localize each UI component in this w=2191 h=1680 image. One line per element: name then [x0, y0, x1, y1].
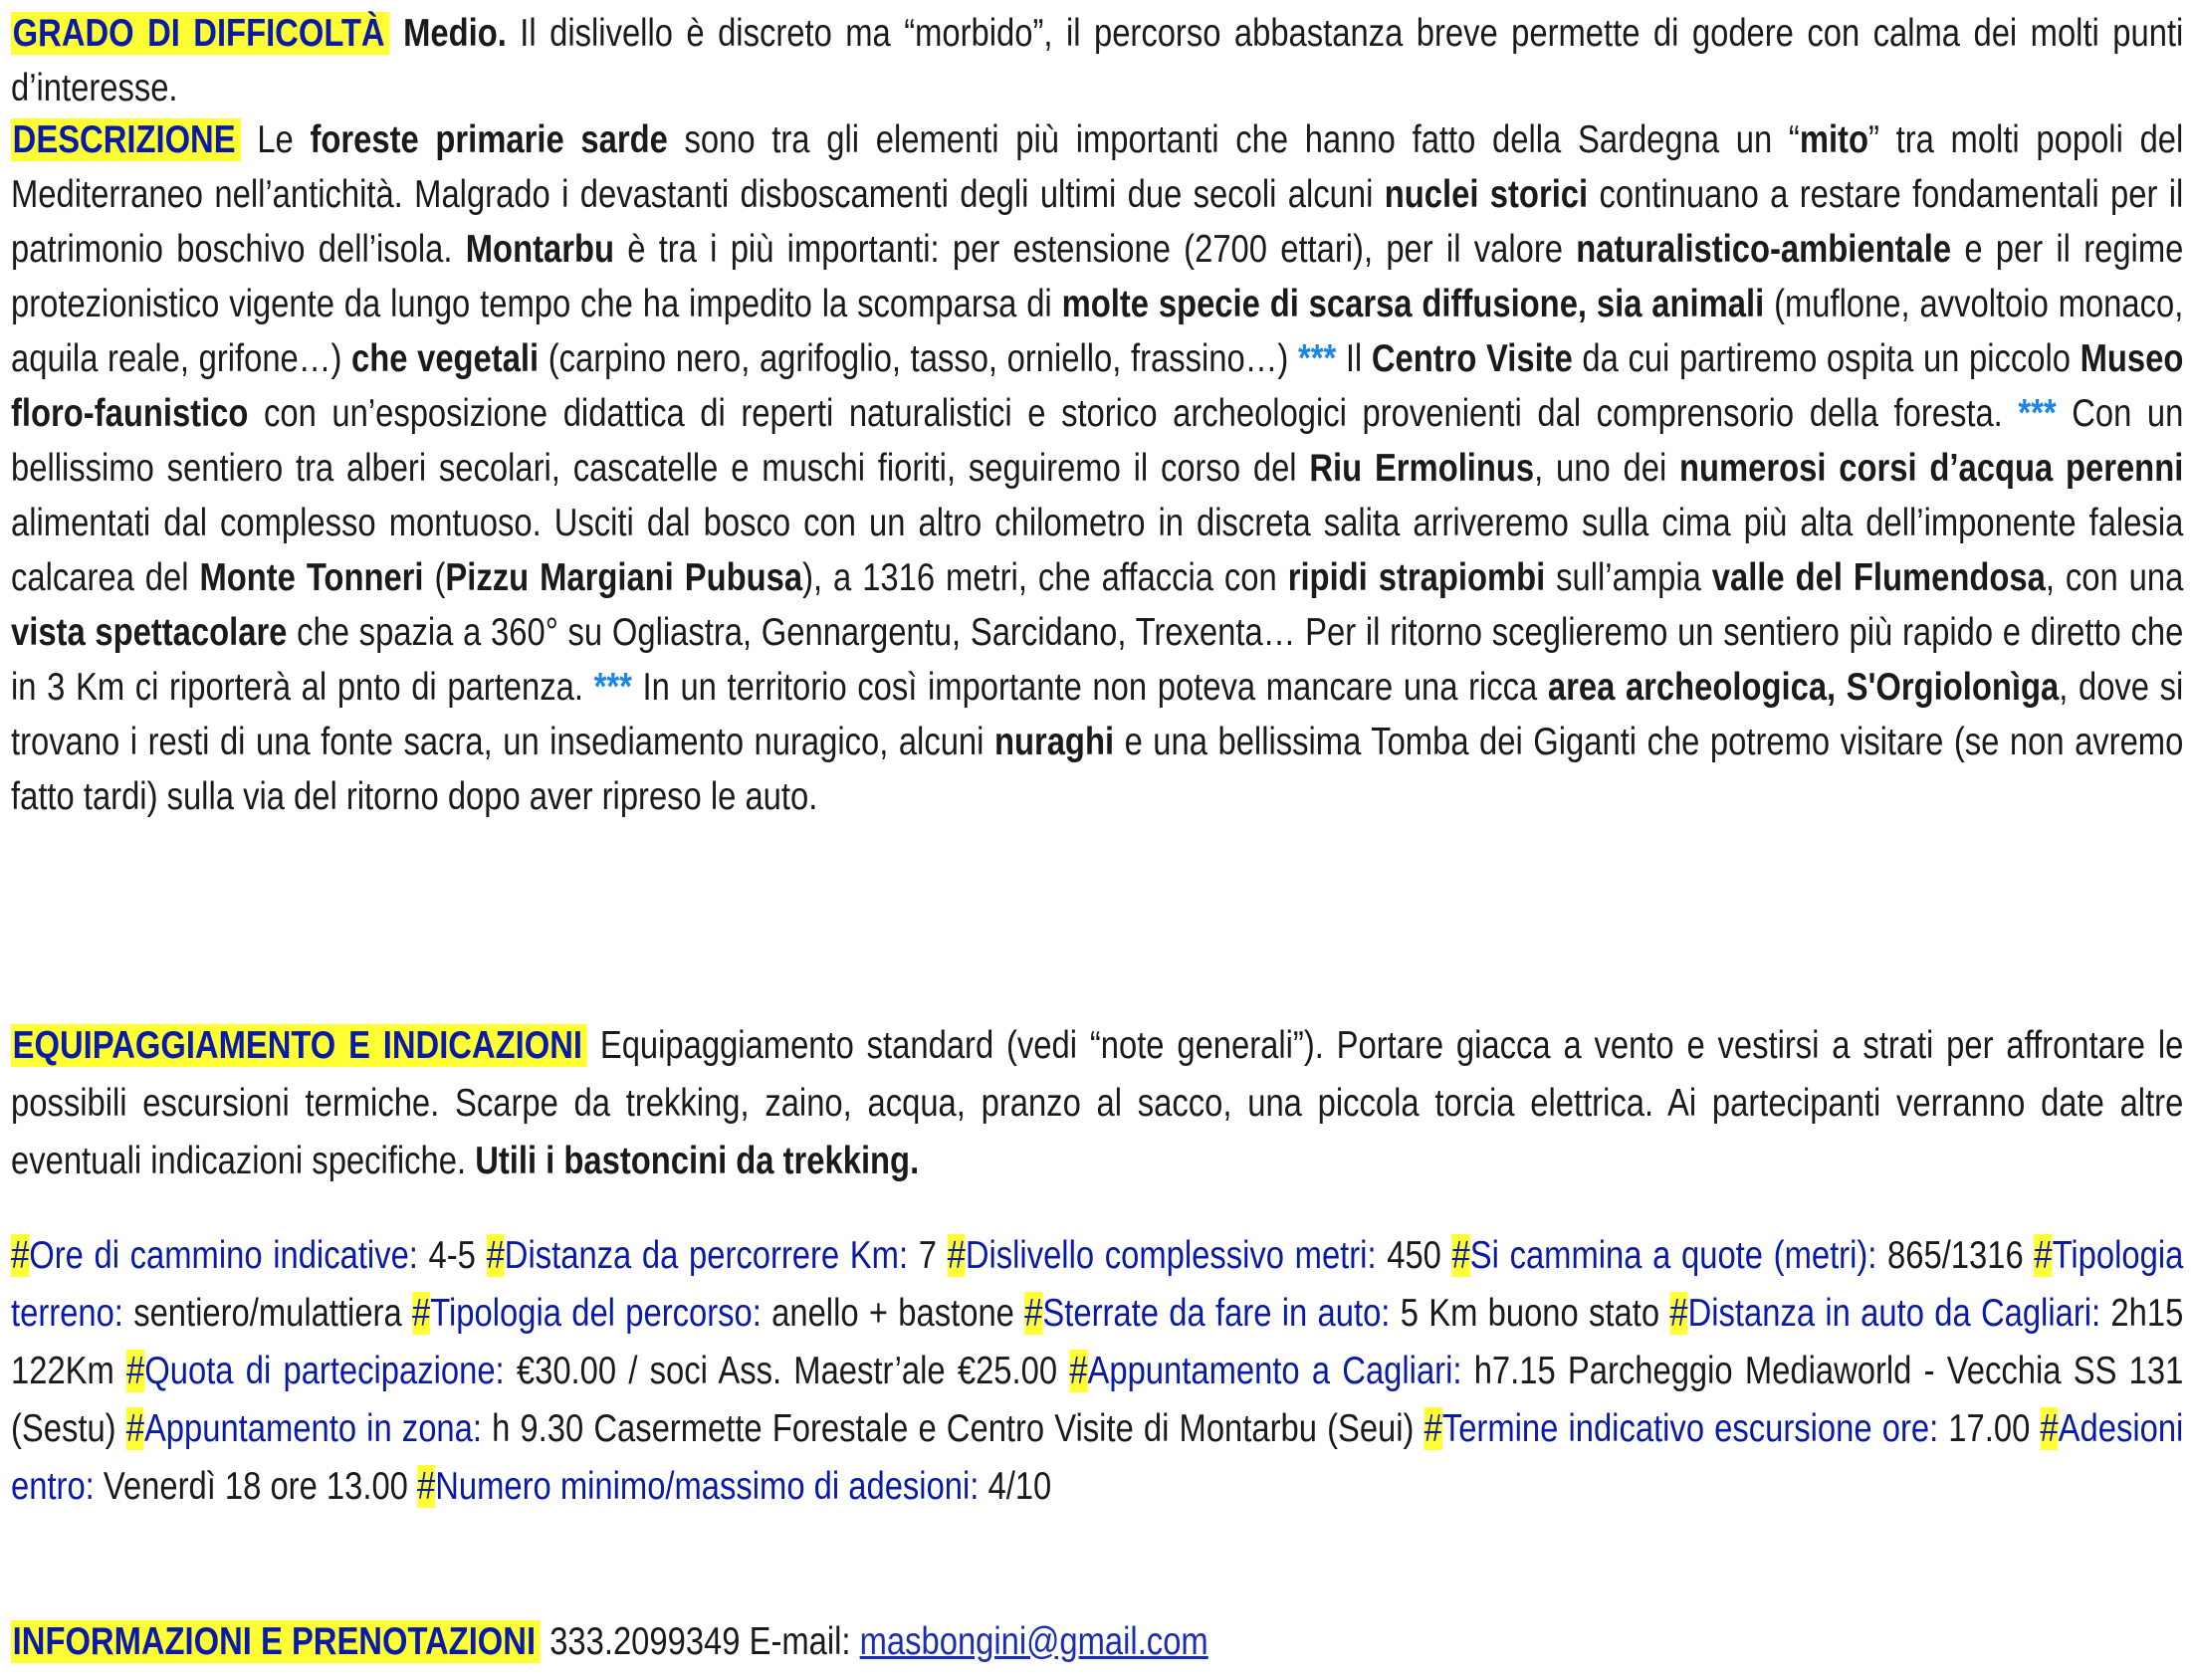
description-bold: Pizzu Margiani Pubusa: [445, 556, 803, 599]
hash-marker: #: [2040, 1407, 2059, 1450]
detail-label: Adesioni entro:: [11, 1407, 2184, 1508]
equipment-section: [11, 1017, 2183, 1190]
description-bold: Riu Ermolinus: [1309, 447, 1535, 490]
difficulty-level: Medio.: [403, 12, 507, 55]
detail-label: Tipologia del percorso:: [430, 1292, 762, 1335]
separator-stars: ***: [1297, 337, 1337, 380]
detail-value: 450: [1376, 1234, 1452, 1277]
detail-label: Sterrate da fare in auto:: [1042, 1292, 1391, 1335]
description-bold: Montarbu: [465, 228, 614, 271]
difficulty-section: [11, 6, 2183, 115]
description-bold: Monte Tonneri: [199, 556, 424, 599]
description-bold: nuraghi: [993, 721, 1115, 763]
detail-value: 4-5: [417, 1234, 487, 1277]
description-bold: foreste primarie sarde: [310, 118, 668, 161]
hash-marker: #: [486, 1234, 505, 1277]
description-text: Il: [1336, 337, 1372, 380]
description-text: (carpino nero, agrifoglio, tasso, orniello, frassino…): [539, 337, 1298, 380]
equipment-text: Equipaggiamento standard (vedi “note generali”). Portare giacca a vento e vestirsi a strati per affrontare le possibili escursioni termiche. Scarpe da trekking, zaino, acqua, pranzo al sacco, una piccola torcia elettrica. Ai partecipanti verranno date altre eventuali indicazioni specifiche.: [11, 1024, 2184, 1182]
description-section: [11, 112, 2183, 824]
detail-value: h 9.30 Casermette Forestale e Centro Visite di Montarbu (Seui): [481, 1407, 1424, 1450]
email-link[interactable]: masbongini@gmail.com: [859, 1620, 1208, 1663]
detail-label: Distanza da percorrere Km:: [504, 1234, 909, 1277]
description-text: , con una: [2045, 556, 2184, 599]
description-bold: ripidi strapiombi: [1287, 556, 1546, 599]
hash-marker: #: [1669, 1292, 1688, 1335]
description-text: alimentati dal complesso montuoso. Usciti dal bosco con un altro chilometro in discreta salita arriveremo sulla cima più alta dell’imponente falesia calcarea del: [11, 502, 2184, 599]
detail-value: 7: [908, 1234, 948, 1277]
detail-value: 4/10: [979, 1465, 1052, 1508]
description-text: è tra i più importanti: per estensione (2700 ettari), per il valore: [613, 228, 1577, 271]
detail-label: Si cammina a quote (metri):: [1469, 1234, 1877, 1277]
description-bold: mito: [1799, 118, 1868, 161]
description-text: In un territorio così importante non poteva mancare una ricca: [631, 666, 1548, 709]
detail-value: Venerdì 18 ore 13.00: [94, 1465, 417, 1508]
hash-marker: #: [1424, 1407, 1442, 1450]
detail-value: anello + bastone: [761, 1292, 1025, 1335]
details-section: [11, 1227, 2183, 1516]
hash-marker: #: [1024, 1292, 1043, 1335]
description-bold: Museo floro-faunistico: [11, 337, 2184, 435]
description-text: Le: [240, 118, 311, 161]
detail-label: Distanza in auto da Cagliari:: [1687, 1292, 2101, 1335]
detail-label: Dislivello complessivo metri:: [965, 1234, 1377, 1277]
description-text: , uno dei: [1534, 447, 1680, 490]
info-section: [11, 1614, 2183, 1669]
description-text: (muflone, avvoltoio monaco, aquila reale, grifone…): [11, 283, 2184, 380]
description-text: che spazia a 360° su Ogliastra, Gennargentu, Sarcidano, Trexenta… Per il ritorno sceglieremo un sentiero più rapido e diretto che in 3 Km ci riporterà al pnto di partenza.: [11, 611, 2184, 709]
hash-marker: #: [411, 1292, 431, 1335]
difficulty-heading: GRADO DI DIFFICOLTÀ: [11, 12, 390, 55]
detail-value: 17.00: [1938, 1407, 2041, 1450]
description-bold: vista spettacolare: [11, 611, 288, 654]
detail-label: Quota di partecipazione:: [144, 1350, 505, 1392]
description-bold: che vegetali: [351, 337, 540, 380]
description-text: ), a 1316 metri, che affaccia con: [802, 556, 1288, 599]
description-text: continuano a restare fondamentali per il patrimonio boschivo dell’isola.: [11, 173, 2184, 271]
description-bold: Centro Visite: [1371, 337, 1573, 380]
detail-label: Ore di cammino indicative:: [29, 1234, 418, 1277]
description-text: sull’ampia: [1545, 556, 1712, 599]
detail-label: Tipologia terreno:: [11, 1234, 2184, 1335]
description-bold: numerosi corsi d’acqua perenni: [1679, 447, 2184, 490]
description-bold: naturalistico-ambientale: [1576, 228, 1952, 271]
detail-value: 5 Km buono stato: [1390, 1292, 1670, 1335]
description-text: , dove si trovano i resti di una fonte sacra, un insediamento nuragico, alcuni: [11, 666, 2184, 763]
separator-stars: ***: [593, 666, 632, 709]
hash-marker: #: [125, 1407, 144, 1450]
equipment-bold: Utili i bastoncini da trekking.: [475, 1140, 920, 1182]
hash-marker: #: [1451, 1234, 1470, 1277]
equipment-heading: EQUIPAGGIAMENTO E INDICAZIONI: [11, 1024, 587, 1067]
info-phone: 333.2099349 E-mail:: [541, 1620, 860, 1663]
hash-marker: #: [126, 1350, 145, 1392]
description-bold: nuclei storici: [1384, 173, 1589, 216]
description-bold: valle del Flumendosa: [1711, 556, 2046, 599]
hash-marker: #: [947, 1234, 966, 1277]
detail-value: h7.15 Parcheggio Mediaworld - Vecchia SS 131 (Sestu): [11, 1350, 2184, 1450]
description-text: da cui partiremo ospita un piccolo: [1572, 337, 2081, 380]
hash-marker: #: [2034, 1234, 2053, 1277]
detail-value: 865/1316: [1876, 1234, 2035, 1277]
description-text: ” tra molti popoli del Mediterraneo nell’antichità. Malgrado i devastanti disboscamenti degli ultimi due secoli alcuni: [11, 118, 2184, 216]
difficulty-text: Il dislivello è discreto ma “morbido”, il percorso abbastanza breve permette di godere con calma dei molti punti d’interesse.: [11, 12, 2184, 109]
description-text: (: [423, 556, 446, 599]
description-heading: DESCRIZIONE: [11, 118, 241, 161]
description-text: e una bellissima Tomba dei Giganti che potremo visitare (se non avremo fatto tardi) sulla via del ritorno dopo aver ripreso le auto.: [11, 721, 2184, 818]
hash-marker: #: [11, 1234, 30, 1277]
detail-value: 2h15 122Km: [11, 1292, 2184, 1392]
detail-label: Termine indicativo escursione ore:: [1441, 1407, 1939, 1450]
description-bold: molte specie di scarsa diffusione, sia animali: [1061, 283, 1765, 325]
description-text: Con un bellissimo sentiero tra alberi secolari, cascatelle e muschi fioriti, seguiremo il corso del: [11, 392, 2184, 490]
description-text: sono tra gli elementi più importanti che hanno fatto della Sardegna un “: [667, 118, 1800, 161]
description-bold: area archeologica, S'Orgiolonìga: [1547, 666, 2060, 709]
hash-marker: #: [1069, 1350, 1088, 1392]
hash-marker: #: [416, 1465, 436, 1508]
info-heading: INFORMAZIONI E PRENOTAZIONI: [11, 1620, 541, 1663]
detail-value: €30.00 / soci Ass. Maestr’ale €25.00: [504, 1350, 1070, 1392]
description-text: e per il regime protezionistico vigente da lungo tempo che ha impedito la scomparsa di: [11, 228, 2184, 325]
detail-label: Appuntamento in zona:: [143, 1407, 482, 1450]
description-text: con un’esposizione didattica di reperti naturalistici e storico archeologici provenienti dal comprensorio della foresta.: [248, 392, 2019, 435]
detail-label: Numero minimo/massimo di adesioni:: [435, 1465, 980, 1508]
detail-value: sentiero/mulattiera: [122, 1292, 412, 1335]
separator-stars: ***: [2018, 392, 2057, 435]
detail-label: Appuntamento a Cagliari:: [1087, 1350, 1462, 1392]
